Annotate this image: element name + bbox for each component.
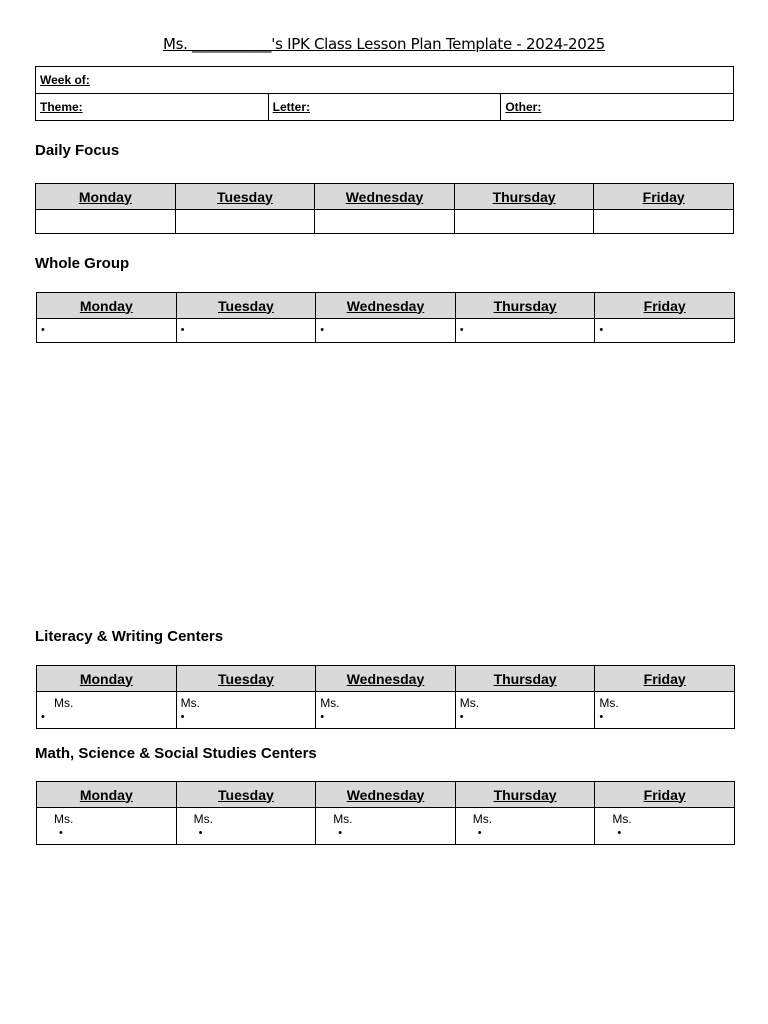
ms-label: Ms.	[599, 696, 619, 710]
math-cell[interactable]	[595, 808, 735, 845]
math-heading: Math, Science & Social Studies Centers	[35, 745, 317, 762]
letter-label: Letter:	[272, 100, 310, 114]
bullet: •	[180, 324, 185, 336]
bullet: •	[338, 827, 343, 839]
whole-group-cell[interactable]	[37, 319, 177, 343]
day-header: Monday	[37, 666, 177, 692]
ms-label: Ms.	[180, 696, 200, 710]
whole-group-cell[interactable]	[595, 319, 735, 343]
whole-group-heading: Whole Group	[35, 255, 130, 272]
bullet: •	[41, 711, 45, 723]
daily-focus-cell[interactable]	[315, 210, 455, 234]
day-header: Friday	[595, 666, 735, 692]
day-header: Wednesday	[316, 782, 456, 808]
daily-focus-table	[35, 183, 734, 234]
literacy-heading: Literacy & Writing Centers	[35, 628, 224, 645]
daily-focus-cell[interactable]	[594, 210, 734, 234]
bullet: •	[320, 324, 325, 336]
bullet: •	[41, 324, 45, 336]
ms-label: Ms.	[320, 696, 340, 710]
bullet: •	[59, 827, 63, 839]
day-header: Thursday	[455, 782, 595, 808]
week-of-cell[interactable]	[36, 67, 734, 94]
other-label: Other:	[505, 100, 542, 114]
literacy-cell[interactable]	[455, 692, 595, 729]
day-header: Thursday	[455, 293, 595, 319]
day-header: Thursday	[454, 184, 594, 210]
day-header: Friday	[594, 184, 734, 210]
day-header: Tuesday	[176, 782, 316, 808]
math-table	[36, 781, 735, 845]
math-cell[interactable]	[176, 808, 316, 845]
math-cell[interactable]	[455, 808, 595, 845]
day-header: Tuesday	[176, 293, 316, 319]
other-cell[interactable]	[501, 94, 734, 121]
ms-label: Ms.	[333, 812, 353, 826]
bullet: •	[459, 324, 464, 336]
day-header: Friday	[595, 782, 735, 808]
literacy-cell[interactable]	[37, 692, 177, 729]
day-header: Monday	[37, 782, 177, 808]
ms-label: Ms.	[472, 812, 493, 826]
theme-cell[interactable]	[36, 94, 269, 121]
bullet: •	[459, 711, 464, 723]
daily-focus-heading: Daily Focus	[35, 142, 120, 159]
ms-label: Ms.	[193, 812, 213, 826]
day-header: Tuesday	[175, 184, 315, 210]
page-title: Ms. ___________'s IPK Class Lesson Plan Template - 2024-2025	[162, 35, 606, 53]
ms-label: Ms.	[54, 696, 74, 710]
whole-group-cell[interactable]	[176, 319, 316, 343]
day-header: Monday	[37, 293, 177, 319]
math-cell[interactable]	[316, 808, 456, 845]
whole-group-cell[interactable]	[455, 319, 595, 343]
day-header: Friday	[595, 293, 735, 319]
daily-focus-cell[interactable]	[175, 210, 315, 234]
literacy-cell[interactable]	[176, 692, 316, 729]
bullet: •	[320, 711, 325, 723]
whole-group-table	[36, 292, 735, 343]
day-header: Wednesday	[315, 184, 455, 210]
bullet: •	[599, 324, 604, 336]
ms-label: Ms.	[54, 812, 74, 826]
day-header: Thursday	[455, 666, 595, 692]
day-header: Monday	[36, 184, 176, 210]
daily-focus-cell[interactable]	[454, 210, 594, 234]
bullet: •	[617, 827, 622, 839]
whole-group-cell[interactable]	[316, 319, 456, 343]
ms-label: Ms.	[459, 696, 480, 710]
ms-label: Ms.	[612, 812, 632, 826]
daily-focus-cell[interactable]	[36, 210, 176, 234]
day-header: Wednesday	[316, 666, 456, 692]
bullet: •	[180, 711, 185, 723]
week-of-label: Week of:	[40, 73, 90, 87]
info-table	[35, 66, 734, 121]
letter-cell[interactable]	[268, 94, 501, 121]
literacy-table	[36, 665, 735, 729]
bullet: •	[477, 827, 482, 839]
theme-label: Theme:	[40, 100, 83, 114]
math-cell[interactable]	[37, 808, 177, 845]
bullet: •	[198, 827, 203, 839]
literacy-cell[interactable]	[595, 692, 735, 729]
day-header: Tuesday	[176, 666, 316, 692]
day-header: Wednesday	[316, 293, 456, 319]
bullet: •	[599, 711, 604, 723]
literacy-cell[interactable]	[316, 692, 456, 729]
